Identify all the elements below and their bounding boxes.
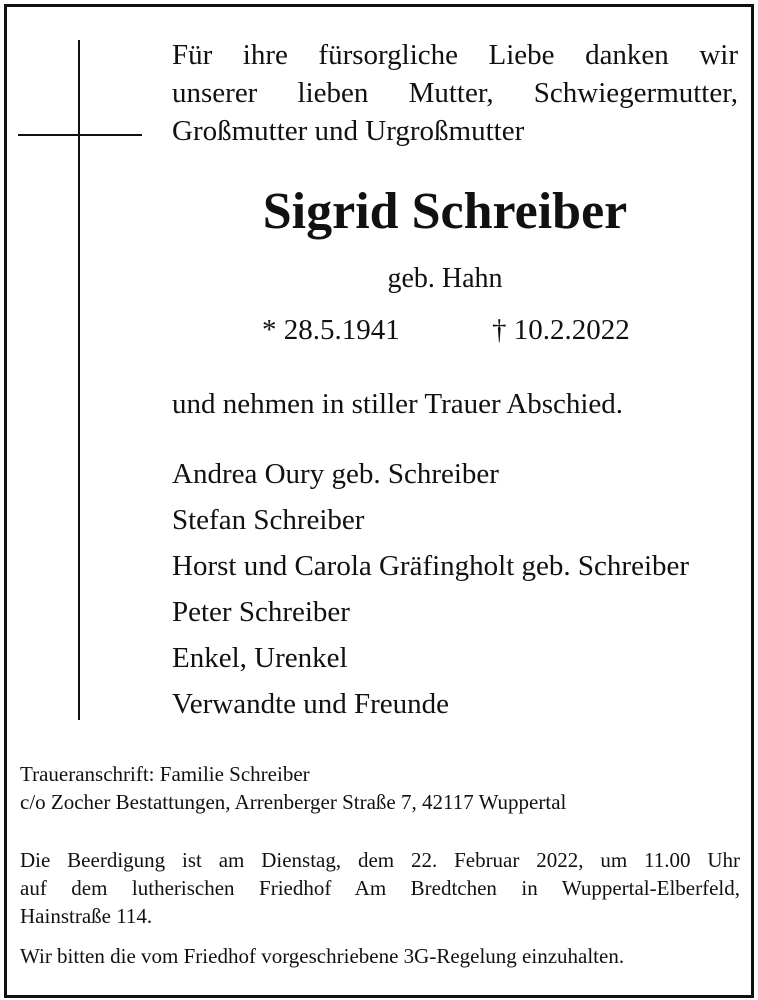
funeral-line-2: auf dem lutherischen Friedhof Am Bredtchen in Wuppertal-Elberfeld, bbox=[20, 876, 740, 900]
birth-date: * 28.5.1941 bbox=[262, 314, 400, 346]
covid-rule-note: Wir bitten die vom Friedhof vorgeschriebene 3G-Regelung einzuhalten. bbox=[20, 944, 625, 968]
mourner-item: Peter Schreiber bbox=[172, 596, 350, 628]
funeral-info bbox=[20, 846, 740, 930]
intro-line-1: Für ihre fürsorgliche Liebe danken wir bbox=[172, 39, 738, 71]
maiden-name: geb. Hahn bbox=[387, 263, 503, 294]
mourner-item: Stefan Schreiber bbox=[172, 504, 365, 536]
funeral-line-1: Die Beerdigung ist am Dienstag, dem 22. Februar 2022, um 11.00 Uhr bbox=[20, 848, 740, 872]
mourners-list bbox=[172, 454, 689, 730]
intro-line-2: unserer lieben Mutter, Schwiegermutter, bbox=[172, 77, 738, 109]
cross-icon-horizontal-bar bbox=[18, 134, 142, 136]
funeral-line-3: Hainstraße 114. bbox=[20, 904, 153, 928]
address-line-1: Traueranschrift: Familie Schreiber bbox=[20, 762, 310, 786]
cross-icon-vertical-bar bbox=[78, 40, 80, 720]
mourner-item: Verwandte und Freunde bbox=[172, 688, 450, 720]
mourning-address bbox=[20, 760, 566, 816]
intro-text bbox=[172, 36, 738, 150]
death-date: † 10.2.2022 bbox=[492, 314, 630, 346]
deceased-name: Sigrid Schreiber bbox=[262, 183, 628, 240]
intro-line-3: Großmutter und Urgroßmutter bbox=[172, 115, 525, 147]
mourner-item: Enkel, Urenkel bbox=[172, 642, 348, 674]
address-line-2: c/o Zocher Bestattungen, Arrenberger Straße 7, 42117 Wuppertal bbox=[20, 790, 567, 814]
farewell-text: und nehmen in stiller Trauer Abschied. bbox=[172, 388, 624, 420]
mourner-item: Andrea Oury geb. Schreiber bbox=[172, 458, 499, 490]
mourner-item: Horst und Carola Gräfingholt geb. Schreiber bbox=[172, 550, 690, 582]
